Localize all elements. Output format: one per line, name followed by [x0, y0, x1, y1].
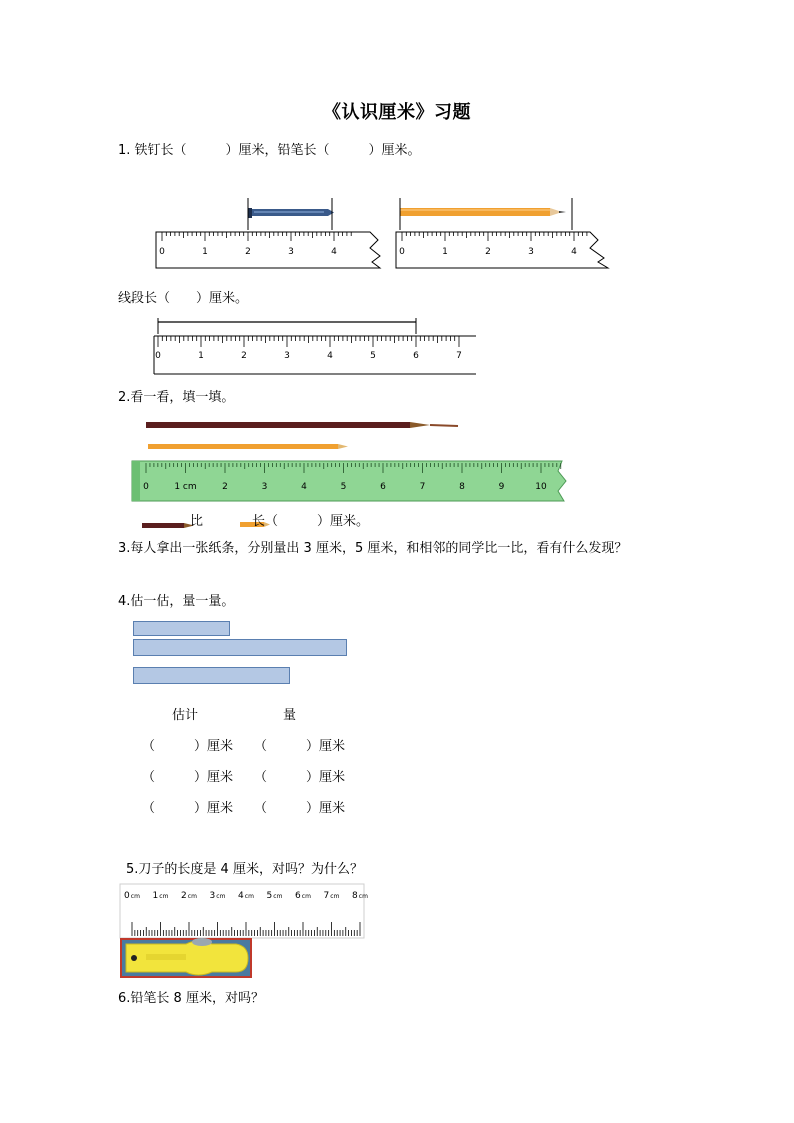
question-4-text: 4.估一估，量一量。 [118, 594, 235, 609]
ruler-tick-label: 1 [442, 247, 448, 257]
ruler-unit-label: cm [273, 893, 283, 900]
ruler-tick-label: 6 [380, 482, 386, 492]
measure-answer-2: （ ）厘米 [254, 770, 346, 785]
ruler-unit-label: cm [216, 893, 226, 900]
measure-answer-1: （ ）厘米 [254, 739, 346, 754]
ruler-tick-label: 10 [535, 482, 547, 492]
segment-question-text: 线段长（ ）厘米。 [118, 291, 249, 306]
ruler-tick-label: 2 [222, 482, 228, 492]
ruler-tick-label: 0 [399, 247, 405, 257]
compare-text-a: 比 [190, 514, 204, 529]
ruler-tick-label: 4 [331, 247, 337, 257]
ruler-tick-label: 8 [459, 482, 465, 492]
ruler-tick-label: 0cm [124, 891, 140, 901]
ruler-unit-label: cm [130, 893, 140, 900]
ruler-segment-figure [150, 316, 480, 378]
ruler-tick-label: 1cm [152, 891, 169, 901]
ruler-tick-label: 0 [155, 351, 161, 361]
measure-answer-3: （ ）厘米 [254, 801, 346, 816]
ruler-tick-label: 4cm [238, 891, 254, 901]
estimate-column-header: 估计 [172, 708, 199, 723]
ruler-unit-label: cm [244, 893, 254, 900]
ruler-tick-label: 1 cm [174, 482, 197, 492]
ruler-tick-label: 0 [143, 482, 149, 492]
bar-1 [133, 621, 230, 636]
ruler-unit-label: cm [301, 893, 311, 900]
question-2-text: 2.看一看，填一填。 [118, 390, 235, 405]
estimate-answer-2: （ ）厘米 [142, 770, 234, 785]
ruler-tick-label: 5cm [266, 891, 283, 901]
ruler-tick-label: 9 [498, 482, 505, 492]
pencil-image [400, 208, 566, 216]
question-1-text: 1. 铁钉长（ ）厘米，铅笔长（ ）厘米。 [118, 143, 421, 158]
page-title: 《认识厘米》习题 [323, 102, 471, 123]
ruler-nail-figure [154, 196, 384, 272]
compare-brush-icon [140, 518, 196, 532]
green-ruler-figure [130, 459, 570, 505]
ruler-tick-label: 7 [419, 482, 426, 492]
ruler-tick-label: 2 [485, 247, 491, 257]
ruler-tick-label: 4 [327, 351, 333, 361]
measure-column-header: 量 [283, 708, 297, 723]
nail-image [248, 208, 334, 218]
brush-pen-image [146, 422, 458, 428]
estimate-answer-1: （ ）厘米 [142, 739, 234, 754]
ruler-tick-label: 0 [159, 247, 165, 257]
ruler-tick-label: 2 [245, 247, 251, 257]
ruler-tick-label: 6 [413, 351, 419, 361]
ruler-unit-label: cm [358, 893, 368, 900]
compare-text-b: 长（ ）厘米。 [252, 514, 370, 529]
ruler-tick-label: 8cm [352, 891, 368, 901]
question-3-text: 3.每人拿出一张纸条，分别量出 3 厘米，5 厘米，和相邻的同学比一比，看有什么发现？ [118, 541, 628, 556]
question-5-text: 5.刀子的长度是 4 厘米，对吗？为什么？ [126, 862, 363, 877]
ruler-tick-label: 6cm [295, 891, 311, 901]
ruler-tick-label: 2cm [181, 891, 197, 901]
brush-pencil-figure [140, 416, 470, 456]
bar-2 [133, 639, 347, 656]
ruler-tick-label: 5 [370, 351, 376, 361]
ruler-tick-label: 3 [528, 247, 534, 257]
knife-ruler-figure [120, 884, 366, 980]
ruler-unit-label: cm [159, 893, 169, 900]
ruler-tick-label: 1 [198, 351, 204, 361]
ruler-tick-label: 3 [288, 247, 294, 257]
ruler-tick-label: 3 [261, 482, 268, 492]
ruler-tick-label: 4 [571, 247, 577, 257]
ruler-tick-label: 3 [284, 351, 290, 361]
ruler-tick-label: 7cm [323, 891, 340, 901]
ruler-pencil-figure [394, 196, 624, 272]
ruler-tick-label: 1 [202, 247, 208, 257]
ruler-tick-label: 2 [241, 351, 247, 361]
bar-3 [133, 667, 290, 684]
ruler-tick-label: 5 [340, 482, 347, 492]
knife-image [120, 938, 252, 978]
ruler-unit-label: cm [187, 893, 197, 900]
ruler-tick-label: 7 [456, 351, 462, 361]
ruler-unit-label: cm [330, 893, 340, 900]
ruler-tick-label: 3cm [209, 891, 226, 901]
question-6-text: 6.铅笔长 8 厘米，对吗？ [118, 991, 264, 1006]
orange-pencil-image [148, 444, 348, 449]
estimate-answer-3: （ ）厘米 [142, 801, 234, 816]
ruler-tick-label: 4 [301, 482, 307, 492]
